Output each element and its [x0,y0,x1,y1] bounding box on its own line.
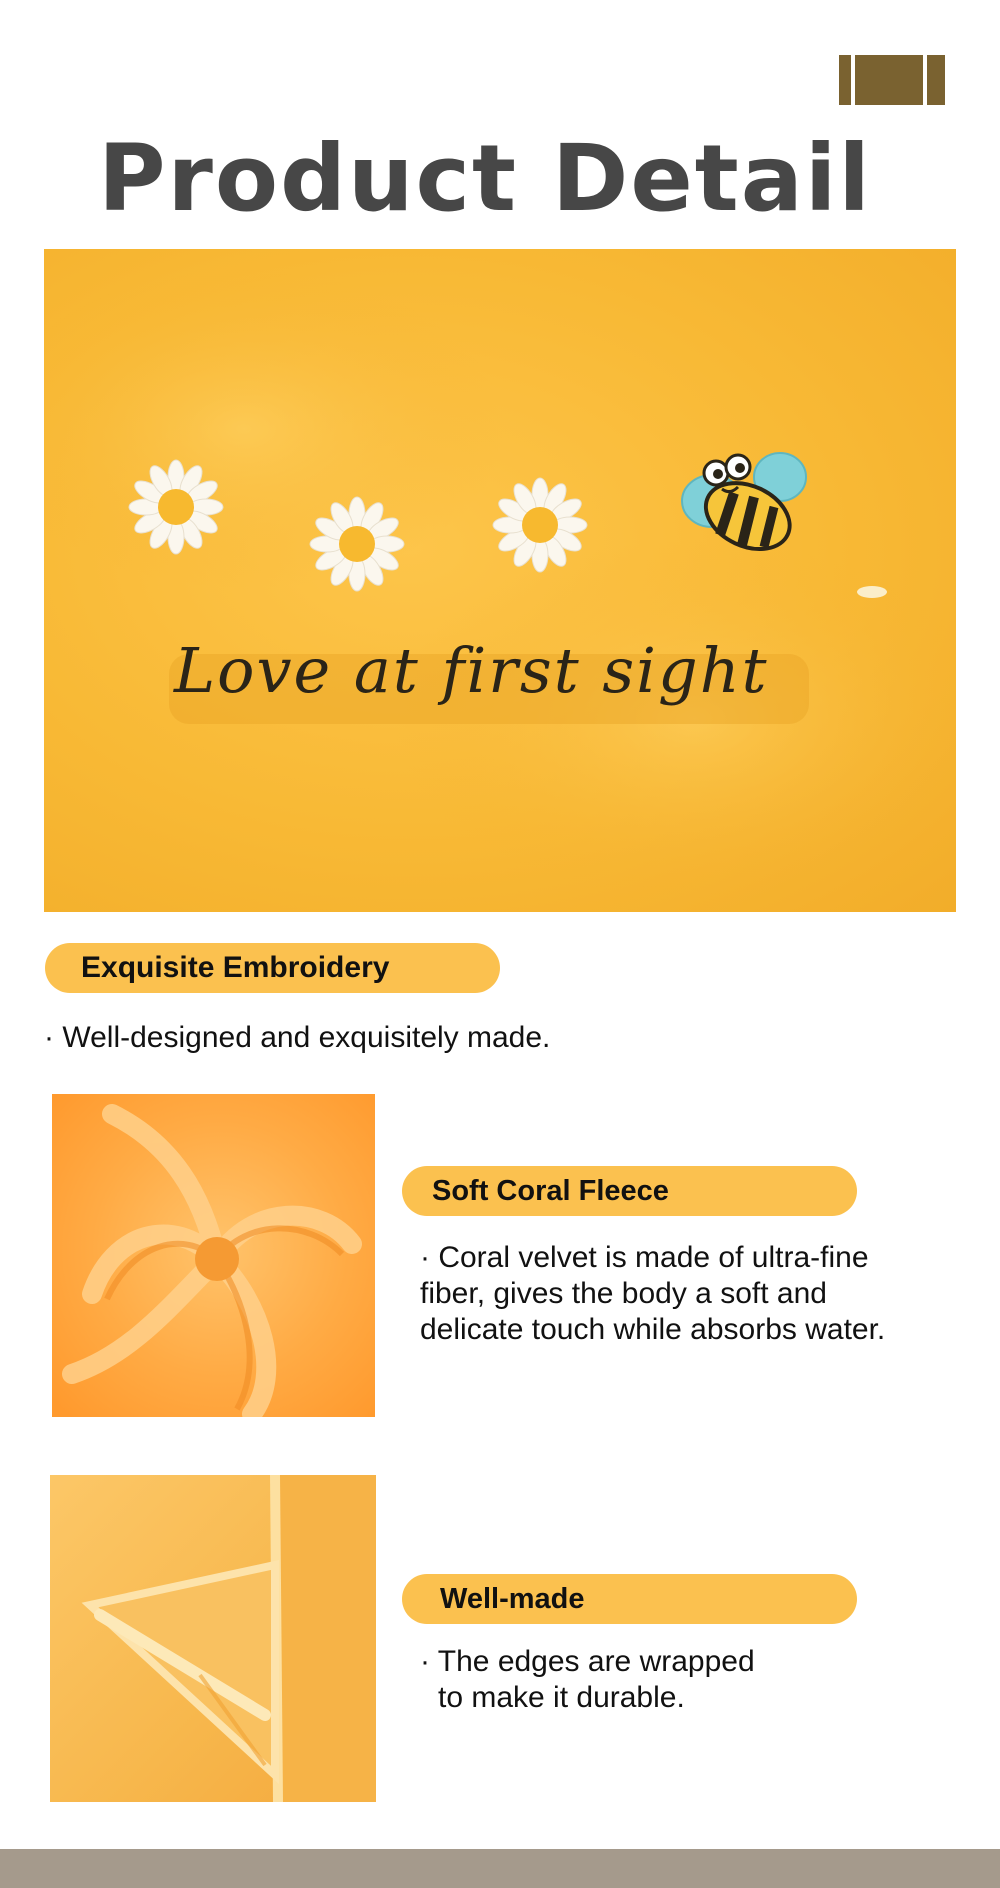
footer-bar [0,1849,1000,1888]
feature-title-fleece: Soft Coral Fleece [402,1166,857,1216]
wrapped-edge-photo [50,1475,376,1802]
coral-fleece-photo [52,1094,375,1417]
feature-desc-embroidery: · Well-designed and exquisitely made. [44,1021,551,1054]
feature-title-embroidery: Exquisite Embroidery [45,943,500,993]
feature-desc-fleece: · Coral velvet is made of ultra-fine fiber, gives the body a soft and delicate touch while absorbs water. [420,1241,886,1346]
page-title: Product Detail [98,125,872,232]
feature-desc-wellmade: · The edges are wrapped to make it durable. [420,1645,755,1714]
hero-embroidery-image [44,249,956,912]
feature-title-wellmade: Well-made [402,1574,857,1624]
decorative-bars [839,55,945,105]
embroidery-text: Love at first sight [174,634,769,707]
